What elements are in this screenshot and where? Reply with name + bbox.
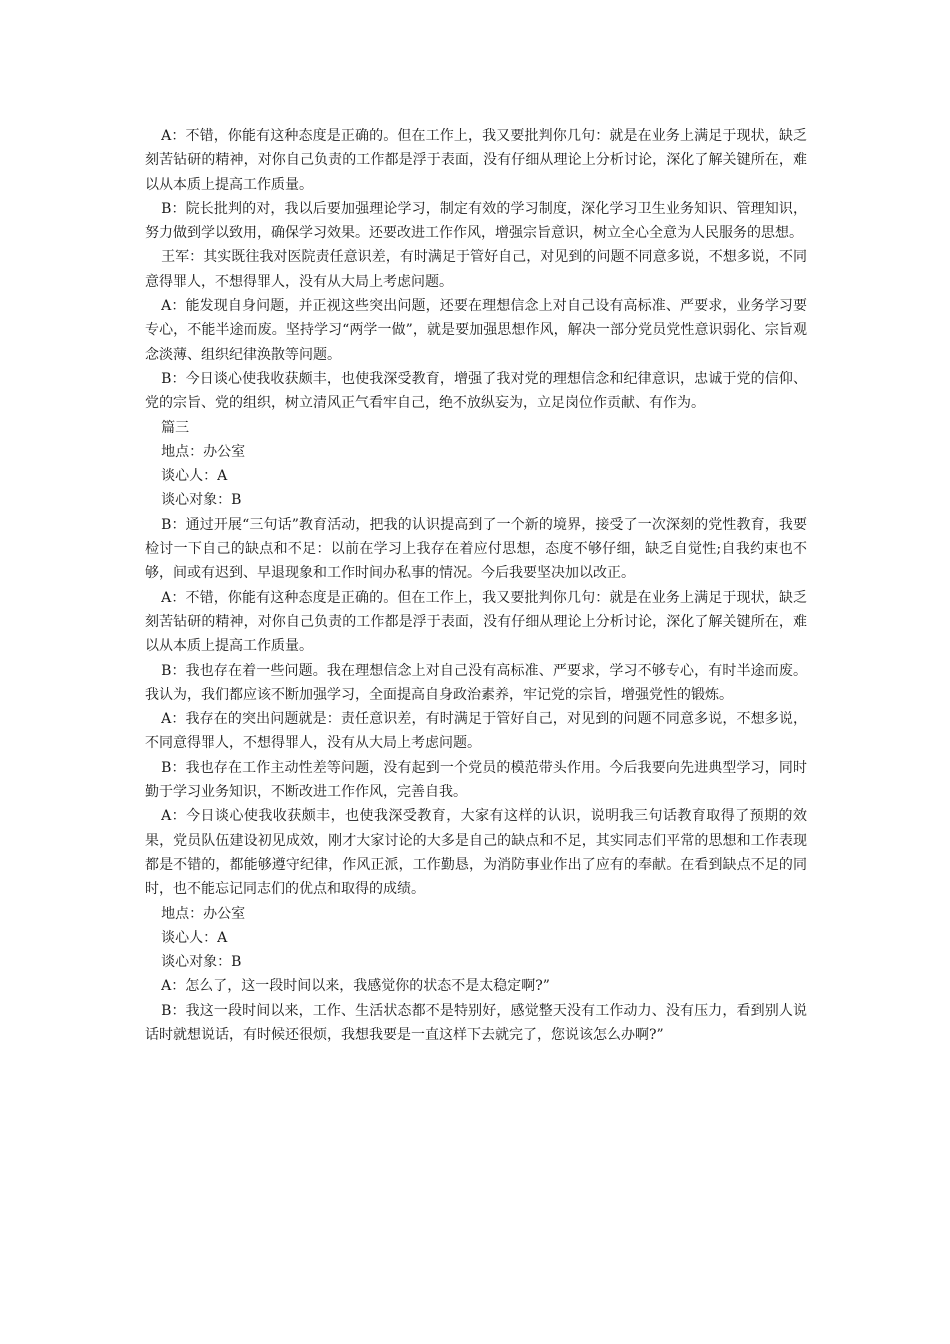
paragraph-wangjun: 王军：其实既往我对医院责任意识差，有时满足于管好自己，对见到的问题不同意多说，不想多说，不同意得罪人，不想得罪人，没有从大局上考虑问题。	[145, 249, 807, 290]
paragraph-a-question: A：怎么了，这一段时间以来，我感觉你的状态不是太稳定啊?”	[161, 978, 550, 995]
document-page	[145, 124, 807, 1047]
paragraph-a-summary: A：今日谈心使我收获颇丰，也使我深受教育，大家有这样的认识，说明我三句话教育取得了预期的效果，党员队伍建设初见成效，刚才大家讨论的大多是自己的缺点和不足，其实同志们平常的思想和工作表现都是不错的，都能够遵守纪律，作风正派，工作勤恳，为消防事业作出了应有的奉献。在看到缺点不足的同时，也不能忘记同志们的优点和取得的成绩。	[145, 808, 807, 898]
paragraph-b-conclusion: B：今日谈心使我收获颇丰，也使我深受教育，增强了我对党的理想信念和纪律意识，忠诚于党的信仰、党的宗旨、党的组织，树立清风正气看牢自己，绝不放纵妄为，立足岗位作贡献、有作为。	[145, 370, 807, 412]
paragraph-a-advice: A：能发现自身问题，并正视这些突出问题，还要在理想信念上对自己设有高标准、严要求，业务学习要专心，不能半途而废。坚持学习“两学一做”，就是要加强思想作风，解决一部分党员党性意识弱化、宗旨观念淡薄、组织纪律涣散等问题。	[145, 298, 807, 363]
meta-target-2: 谈心对象：B	[161, 954, 242, 971]
paragraph-b-initiative: B：我也存在工作主动性差等问题，没有起到一个党员的模范带头作用。今后我要向先进典型学习，同时勤于学习业务知识，不断改进工作作风，完善自我。	[145, 759, 807, 801]
meta-talker: 谈心人：A	[161, 468, 228, 485]
paragraph-a-problems: A：我存在的突出问题就是：责任意识差，有时满足于管好自己，对见到的问题不同意多说，不想多说，不同意得罪人，不想得罪人，没有从大局上考虑问题。	[145, 711, 807, 752]
meta-location: 地点：办公室	[161, 443, 246, 460]
paragraph-b-problems: B：我也存在着一些问题。我在理想信念上对自己没有高标准、严要求，学习不够专心，有时半途而废。我认为，我们都应该不断加强学习，全面提高自身政治素养，牢记党的宗旨，增强党性的锻炼。	[145, 662, 807, 703]
paragraph-b-self-review: B：通过开展“三句话”教育活动，把我的认识提高到了一个新的境界，接受了一次深刻的党性教育，我要检讨一下自己的缺点和不足：以前在学习上我存在着应付思想，态度不够仔细，缺乏自觉性;自我约束也不够，间或有迟到、早退现象和工作时间办私事的情况。今后我要坚决加以改正。	[145, 516, 807, 582]
paragraph-a-criticism: A：不错，你能有这种态度是正确的。但在工作上，我又要批判你几句：就是在业务上满足于现状，缺乏刻苦钻研的精神，对你自己负责的工作都是浮于表面，没有仔细从理论上分析讨论，深化了解关键所在，难以从本质上提高工作质量。	[145, 128, 807, 193]
meta-location-2: 地点：办公室	[161, 905, 246, 922]
paragraph-a-criticism-2: A：不错，你能有这种态度是正确的。但在工作上，我又要批判你几句：就是在业务上满足于现状，缺乏刻苦钻研的精神，对你自己负责的工作都是浮于表面，没有仔细从理论上分析讨论，深化了解关键所在，难以从本质上提高工作质量。	[145, 589, 807, 655]
paragraph-b-answer: B：我这一段时间以来，工作、生活状态都不是特别好，感觉整天没有工作动力、没有压力，看到别人说话时就想说话，有时候还很烦，我想我要是一直这样下去就完了，您说该怎么办啊?”	[145, 1002, 807, 1043]
section-heading: 篇三	[161, 419, 190, 436]
meta-talker-2: 谈心人：A	[161, 929, 228, 946]
meta-target: 谈心对象：B	[161, 492, 242, 509]
paragraph-b-response: B：院长批判的对，我以后要加强理论学习，制定有效的学习制度，深化学习卫生业务知识、管理知识，努力做到学以致用，确保学习效果。还要改进工作作风，增强宗旨意识，树立全心全意为人民服务的思想。	[145, 200, 807, 242]
